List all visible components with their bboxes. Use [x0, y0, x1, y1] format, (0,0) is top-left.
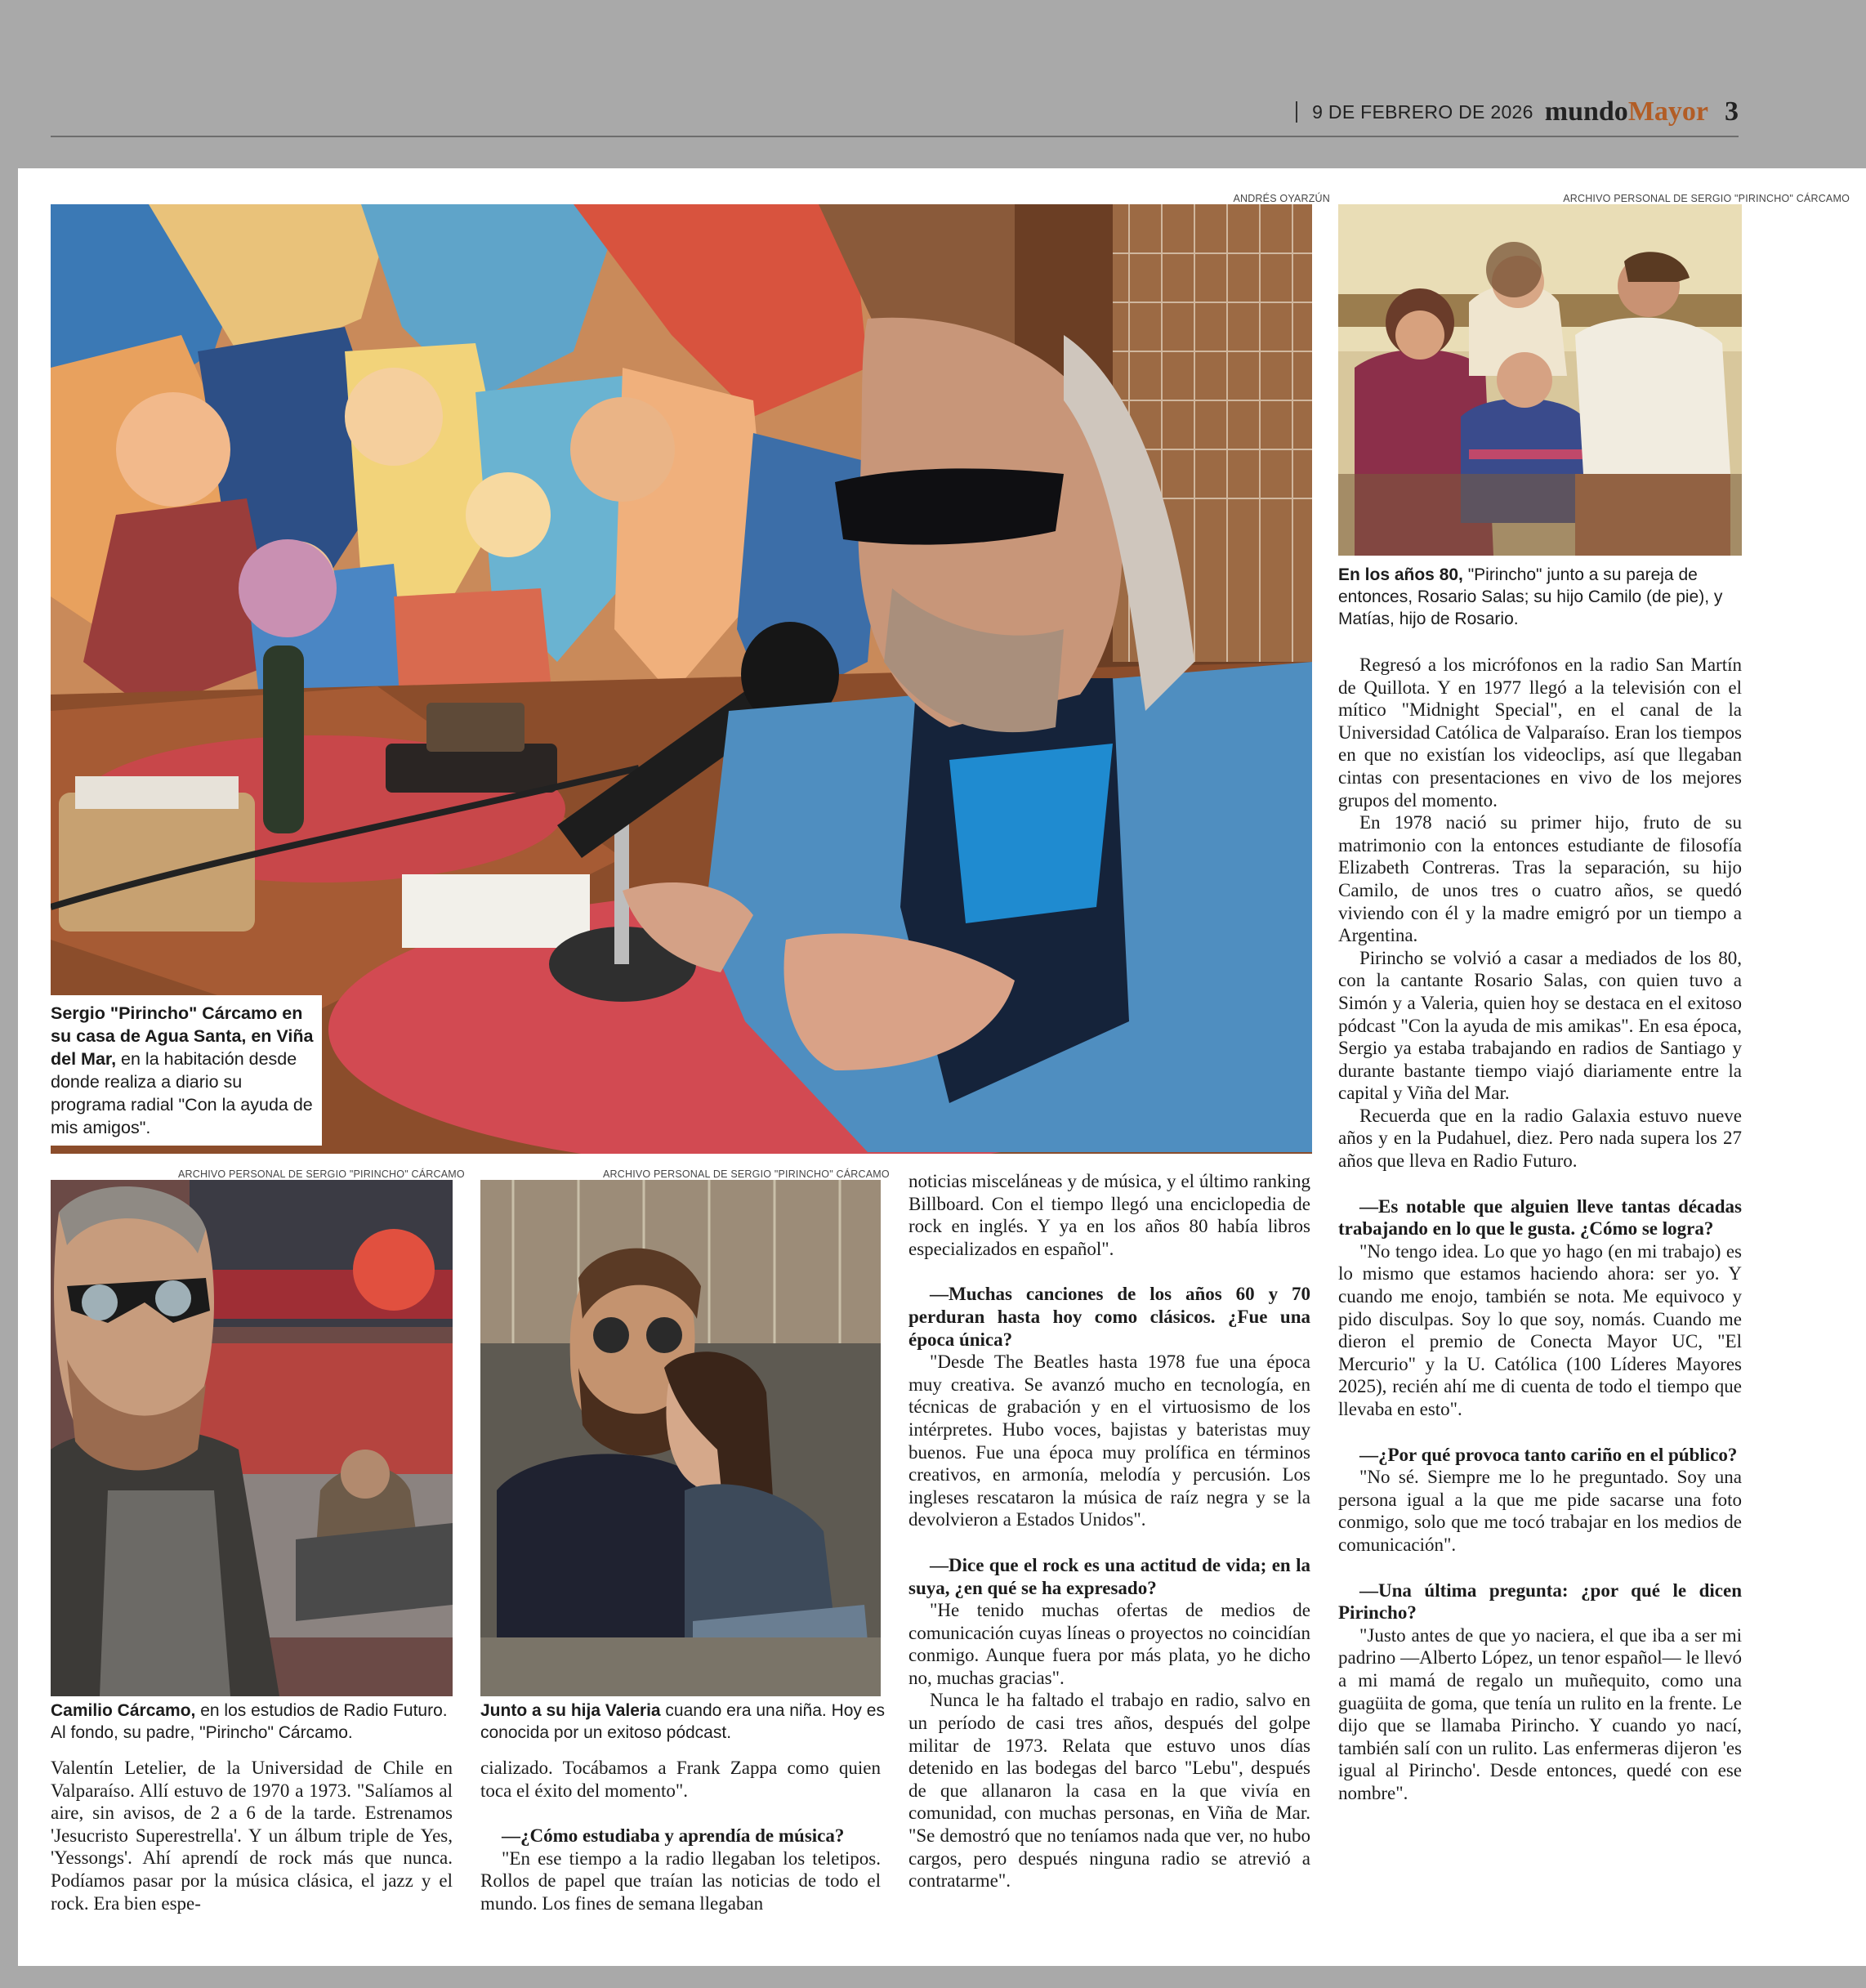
article-column-4	[1338, 654, 1742, 1805]
col4-question-3: —Una última pregunta: ¿por qué le dicen Pirincho?	[1338, 1579, 1742, 1624]
valeria-photo-credit: ARCHIVO PERSONAL DE SERGIO "PIRINCHO" CÁRCAMO	[603, 1168, 890, 1180]
top-right-photo-credit: ARCHIVO PERSONAL DE SERGIO "PIRINCHO" CÁRCAMO	[1563, 193, 1850, 204]
main-caption-text: en la habitación desde donde realiza a diario su programa radial "Con la ayuda de mis amigos".	[51, 1049, 313, 1137]
family-photo-image	[1338, 204, 1742, 556]
col1-paragraph-1: Valentín Letelier, de la Universidad de Chile en Valparaíso. Allí estuvo de 1970 a 1973. "Salíamos al aire, sin avisos, de 2 a 6 de la tarde. Estrenamos 'Jesucristo Superestrella'. Y un álbum triple de Yes, 'Yessongs'. Ahí aprendí de rock más que nunca. Podíamos pasar por la música clásica, el jazz y el rock. Era bien espe-	[51, 1758, 453, 1914]
col3-question-2: —Dice que el rock es una actitud de vida; en la suya, ¿en qué se ha expresado?	[908, 1554, 1310, 1598]
article-column-3	[908, 1170, 1310, 1892]
main-photo-caption	[51, 995, 322, 1146]
valeria-photo-image	[480, 1180, 881, 1696]
valeria-caption-lead: Junto a su hija Valeria	[480, 1701, 661, 1720]
camilo-caption-text: en los estudios de Radio Futuro. Al fondo, su padre, "Pirincho" Cárcamo.	[51, 1701, 448, 1742]
col4-paragraph-7: "Justo antes de que yo naciera, el que iba a ser mi padrino —Alberto López, un tenor español— le llevó a mi mamá de regalo un muñequito, como una guagüita de goma, que tenía un rulito en la frente. Le dijo que se llamaba Pirincho. Y cuando yo nací, también salí con un rulito. Las enfermeras dijeron 'es igual al Pirincho'. Desde entonces, quedé con ese nombre".	[1338, 1624, 1742, 1803]
col4-paragraph-6: "No sé. Siempre me lo he preguntado. Soy una persona igual a la que me pide sacarse una foto conmigo, solo que me tocó trabajar en los medios de comunicación".	[1338, 1467, 1742, 1555]
camilo-photo-image	[51, 1180, 453, 1696]
col4-paragraph-5: "No tengo idea. Lo que yo hago (en mi trabajo) es lo mismo que estamos haciendo ahora: ser yo. Y cuando me enojo, también se nota. Me equivoco y pido disculpas. Soy lo que soy, nomás. Cuando me dieron el premio de Conecta Mayor UC, "El Mercurio" y la U. Católica (100 Líderes Mayores 2025), recién ahí me di cuenta de todo el tiempo que llevaba en esto".	[1338, 1240, 1742, 1419]
page-number: 3	[1725, 96, 1739, 127]
col3-question-1: —Muchas canciones de los años 60 y 70 perduran hasta hoy como clásicos. ¿Fue una época única?	[908, 1284, 1310, 1350]
header-right	[1296, 93, 1739, 131]
publication-brand	[1545, 96, 1708, 127]
col2-question-1: —¿Cómo estudiaba y aprendía de música?	[502, 1825, 845, 1847]
col3-paragraph-4: Nunca le ha faltado el trabajo en radio, salvo en un período de casi tres años, después del golpe militar de 1973. Relata que estuvo unos días detenido en las bodegas del barco "Lebu", después de que allanaron la casa en la que vivía en comunidad, con muchas personas, en Viña de Mar. "Se demostró que no teníamos nada que ver, no hubo cargos, pero después ninguna radio se atrevió a contratarme".	[908, 1690, 1310, 1892]
col4-paragraph-4: Recuerda que en la radio Galaxia estuvo nueve años y en la Pudahuel, diez. Pero nada supera los 27 años que lleva en Radio Futuro.	[1338, 1105, 1742, 1172]
main-photo-credit: ANDRÉS OYARZÚN	[1233, 193, 1330, 204]
camilo-photo-credit: ARCHIVO PERSONAL DE SERGIO "PIRINCHO" CÁRCAMO	[178, 1168, 465, 1180]
camilo-caption-lead: Camilio Cárcamo,	[51, 1701, 196, 1720]
brand-part-mundo: mundo	[1544, 96, 1628, 127]
col4-paragraph-1: Regresó a los micrófonos en la radio San Martín de Quillota. Y en 1977 llegó a la televisión con el mítico "Midnight Special", en el canal de la Universidad Católica de Valparaíso. Eran los tiempos en que no existían los videoclips, así que llegaban cintas con presentaciones en vivo de los mejores grupos del momento.	[1338, 654, 1742, 811]
page-header	[51, 92, 1739, 137]
valeria-caption-text: cuando era una niña. Hoy es conocida por un exitoso pódcast.	[480, 1701, 885, 1742]
col3-paragraph-3: "He tenido muchas ofertas de medios de comunicación cuyas líneas o proyectos no coincidían conmigo. Aunque fuera por más plata, yo he dicho no, muchas gracias".	[908, 1600, 1310, 1688]
col3-paragraph-1: noticias misceláneas y de música, y el último ranking Billboard. Con el tiempo llegó una enciclopedia de rock en inglés. Y ya en los años 80 había libros especializados en español".	[908, 1171, 1310, 1259]
article-column-2	[480, 1757, 881, 1915]
valeria-photo-caption	[480, 1700, 889, 1744]
col2-paragraph-1: cializado. Tocábamos a Frank Zappa como quien toca el éxito del momento".	[480, 1758, 881, 1801]
family-photo	[1338, 204, 1742, 556]
valeria-photo	[480, 1180, 881, 1696]
col3-paragraph-2: "Desde The Beatles hasta 1978 fue una época muy creativa. Se avanzó mucho en tecnología, en técnicas de grabación y en el virtuosismo de los intérpretes. Hubo voces, bajistas y bateristas muy buenos. Fue una época muy prolífica en términos creativos, en armonía, melodía y percusión. Los ingleses rescataron la música de raíz negra y se la devolvieron a Estados Unidos".	[908, 1351, 1310, 1530]
article-sheet	[18, 168, 1866, 1966]
col4-question-2: —¿Por qué provoca tanto cariño en el público?	[1359, 1444, 1738, 1465]
brand-part-mayor: Mayor	[1627, 96, 1708, 127]
header-divider	[1296, 101, 1297, 123]
col4-question-1: —Es notable que alguien lleve tantas décadas trabajando en lo que le gusta. ¿Cómo se logra?	[1338, 1195, 1742, 1240]
main-caption-lead: Sergio "Pirincho" Cárcamo en su casa de Agua Santa, en Viña del Mar,	[51, 1003, 314, 1069]
camilo-photo	[51, 1180, 453, 1696]
camilo-photo-caption	[51, 1700, 459, 1744]
family-caption-lead: En los años 80,	[1338, 565, 1463, 584]
col2-paragraph-2: "En ese tiempo a la radio llegaban los teletipos. Rollos de papel que traían las noticias de todo el mundo. Los fines de semana llegaban	[480, 1847, 881, 1914]
col4-paragraph-2: En 1978 nació su primer hijo, fruto de su matrimonio con la entonces estudiante de filosofía Elizabeth Contreras. Tras la separación, su hijo Camilo, de unos tres o cuatro años, se quedó viviendo con él y la madre emigró por un tiempo a Argentina.	[1338, 812, 1742, 946]
family-caption-text: "Pirincho" junto a su pareja de entonces, Rosario Salas; su hijo Camilo (de pie), y Matías, hijo de Rosario.	[1338, 565, 1723, 628]
family-photo-caption	[1338, 564, 1742, 630]
issue-date: 9 DE FEBRERO DE 2026	[1312, 101, 1533, 123]
col4-paragraph-3: Pirincho se volvió a casar a mediados de los 80, con la cantante Rosario Salas, con quien tuvo a Simón y a Valeria, quien hoy se destaca en el exitoso pódcast "Con la ayuda de mis amikas". En esa época, Sergio ya estaba trabajando en radios de Santiago y durante bastante tiempo viajó diariamente entre la capital y Viña del Mar.	[1338, 947, 1742, 1104]
article-column-1	[51, 1757, 453, 1914]
